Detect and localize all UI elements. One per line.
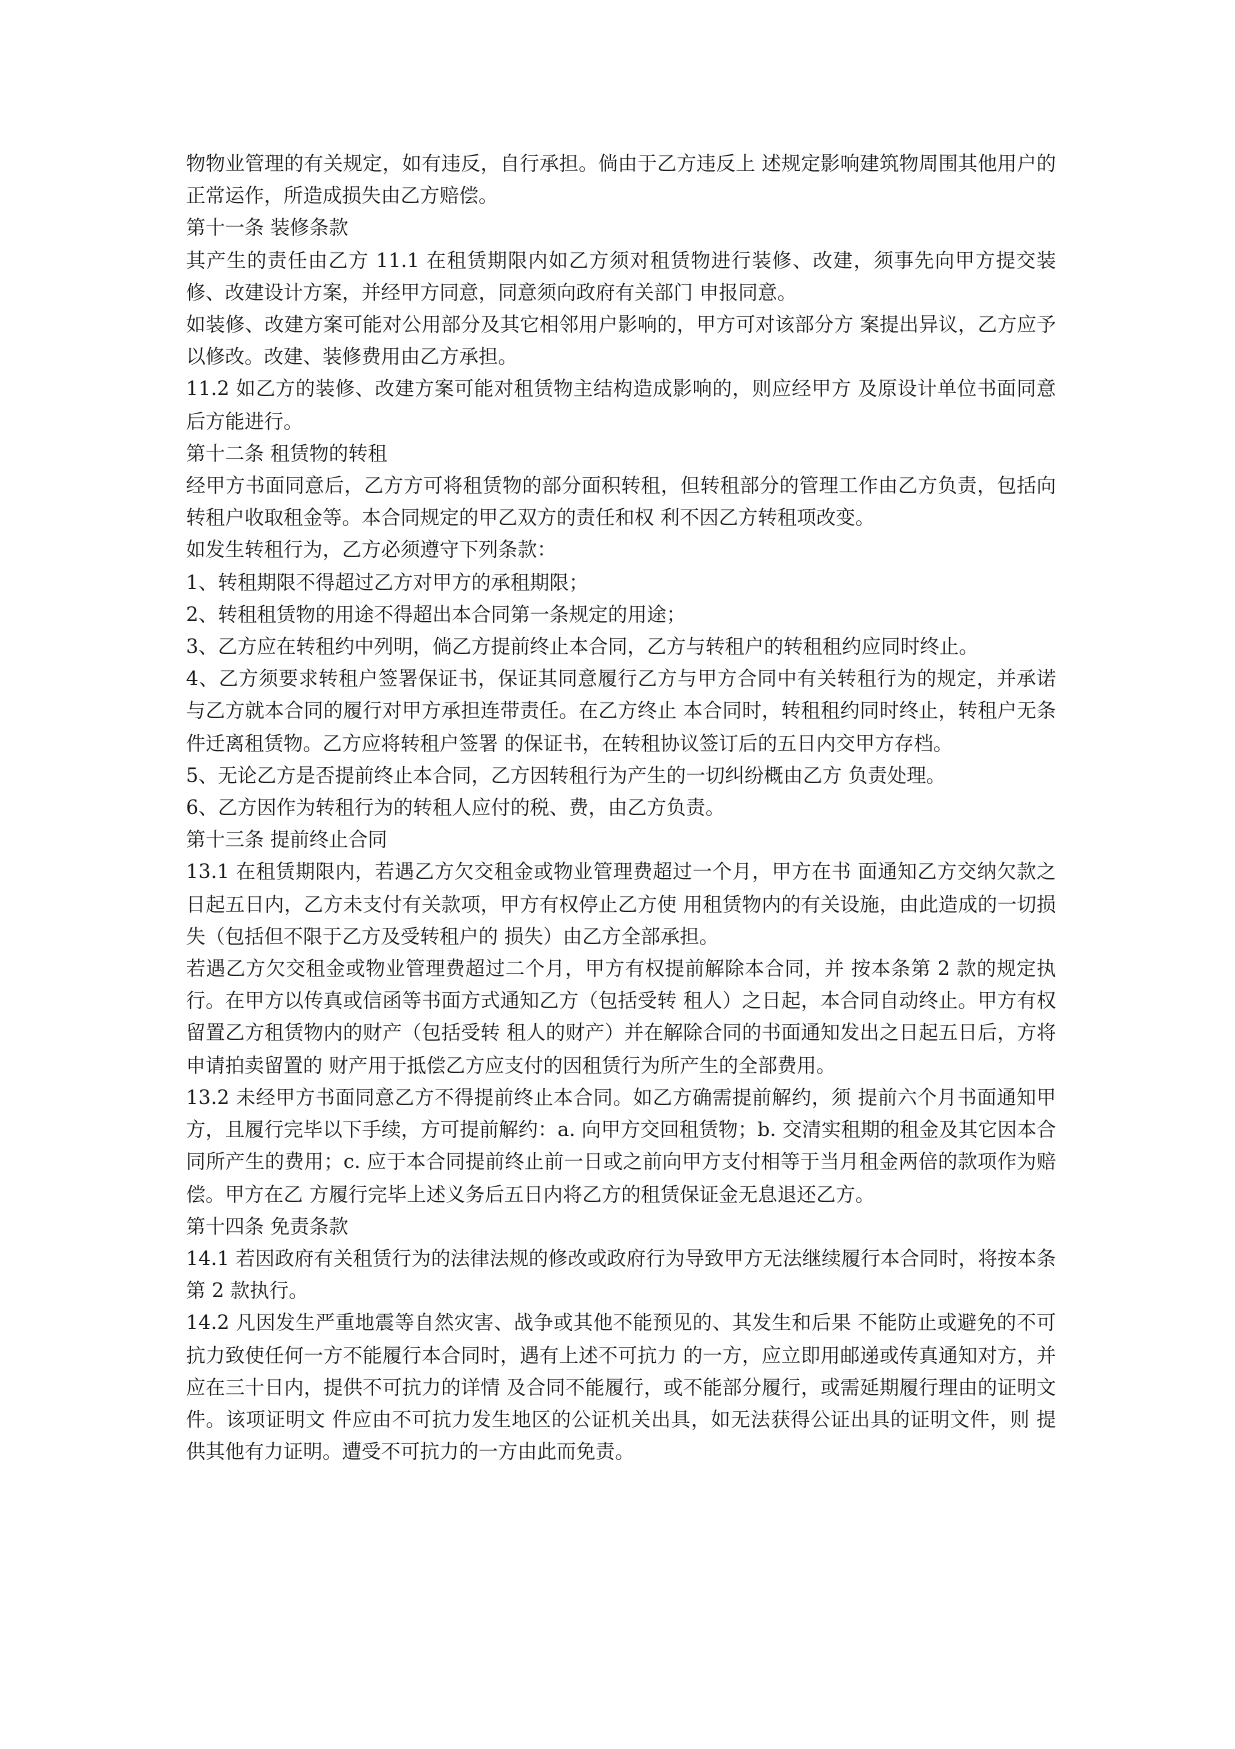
list-item: 1、转租期限不得超过乙方对甲方的承租期限； <box>186 570 589 594</box>
paragraph: 14.1 若因政府有关租赁行为的法律法规的修改或政府行为导致甲方无法继续履行本合同时，将按本条第 2 款执行。 <box>186 1246 1056 1303</box>
list-item: 6、乙方因作为转租行为的转租人应付的税、费，由乙方负责。 <box>186 796 725 820</box>
paragraph: 其产生的责任由乙方 11.1 在租赁期限内如乙方须对租赁物进行装修、改建，须事先向甲方提交装修、改建设计方案，并经甲方同意，同意须向政府有关部门 申报同意。 <box>186 248 1056 304</box>
section-heading: 第十一条 装修条款 <box>186 216 349 240</box>
paragraph: 若遇乙方欠交租金或物业管理费超过二个月，甲方有权提前解除本合同，并 按本条第 2 款的规定执行。在甲方以传真或信函等书面方式通知乙方（包括受转 租人）之日起，本合同自动终止。甲方有权留置乙方租赁物内的财产（包括受转 租人的财产）并在解除合同的书面通知发出之日起五日后，方将申请拍卖留置的 财产用于抵偿乙方应支付的因租赁行为所产生的全部费用。 <box>186 957 1056 1077</box>
list-item: 5、无论乙方是否提前终止本合同，乙方因转租行为产生的一切纠纷概由乙方 负责处理。 <box>186 763 946 787</box>
section-heading: 第十三条 提前终止合同 <box>186 828 388 852</box>
paragraph: 14.2 凡因发生严重地震等自然灾害、战争或其他不能预见的、其发生和后果 不能防止或避免的不可抗力致使任何一方不能履行本合同时，遇有上述不可抗力 的一方，应立即用邮递或传真通知对方，并应在三十日内，提供不可抗力的详情 及合同不能履行，或不能部分履行，或需延期履行理由的证明文件。该项证明文 件应由不可抗力发生地区的公证机关出具，如无法获得公证出具的证明文件，则 提供其他有力证明。遭受不可抗力的一方由此而免责。 <box>186 1311 1056 1464</box>
paragraph: 经甲方书面同意后，乙方方可将租赁物的部分面积转租，但转租部分的管理工作由乙方负责，包括向转租户收取租金等。本合同规定的甲乙双方的责任和权 利不因乙方转租项改变。 <box>186 474 1056 530</box>
paragraph: 如发生转租行为，乙方必须遵守下列条款： <box>186 538 557 562</box>
list-item: 4、乙方须要求转租户签署保证书，保证其同意履行乙方与甲方合同中有关转租行为的规定，并承诺与乙方就本合同的履行对甲方承担连带责任。在乙方终止 本合同时，转租租约同时终止，转租户无条件迁离租赁物。乙方应将转租户签署 的保证书，在转租协议签订后的五日内交甲方存档。 <box>186 667 1056 755</box>
section-heading: 第十二条 租赁物的转租 <box>186 441 388 465</box>
paragraph: 如装修、改建方案可能对公用部分及其它相邻用户影响的，甲方可对该部分方 案提出异议，乙方应予以修改。改建、装修费用由乙方承担。 <box>186 313 1056 369</box>
paragraph: 13.2 未经甲方书面同意乙方不得提前终止本合同。如乙方确需提前解约，须 提前六个月书面通知甲方，且履行完毕以下手续，方可提前解约：a. 向甲方交回租赁物；b. 交清实租期的租金及其它因本合同所产生的费用；c. 应于本合同提前终止前一日或之前向甲方支付相等于当月租金两倍的款项作为赔偿。甲方在乙 方履行完毕上述义务后五日内将乙方的租赁保证金无息退还乙方。 <box>186 1085 1056 1206</box>
paragraph: 11.2 如乙方的装修、改建方案可能对租赁物主结构造成影响的，则应经甲方 及原设计单位书面同意后方能进行。 <box>186 377 1056 433</box>
paragraph: 13.1 在租赁期限内，若遇乙方欠交租金或物业管理费超过一个月，甲方在书 面通知乙方交纳欠款之日起五日内，乙方未支付有关款项，甲方有权停止乙方使 用租赁物内的有关设施，由此造成的一切损失（包括但不限于乙方及受转租户的 损失）由乙方全部承担。 <box>186 860 1056 948</box>
document-body <box>186 148 1056 1468</box>
list-item: 3、乙方应在转租约中列明，倘乙方提前终止本合同，乙方与转租户的转租租约应同时终止。 <box>186 635 979 659</box>
list-item: 2、转租租赁物的用途不得超出本合同第一条规定的用途； <box>186 602 686 626</box>
paragraph: 物物业管理的有关规定，如有违反，自行承担。倘由于乙方违反上 述规定影响建筑物周围其他用户的正常运作，所造成损失由乙方赔偿。 <box>186 152 1056 208</box>
section-heading: 第十四条 免责条款 <box>186 1214 349 1238</box>
